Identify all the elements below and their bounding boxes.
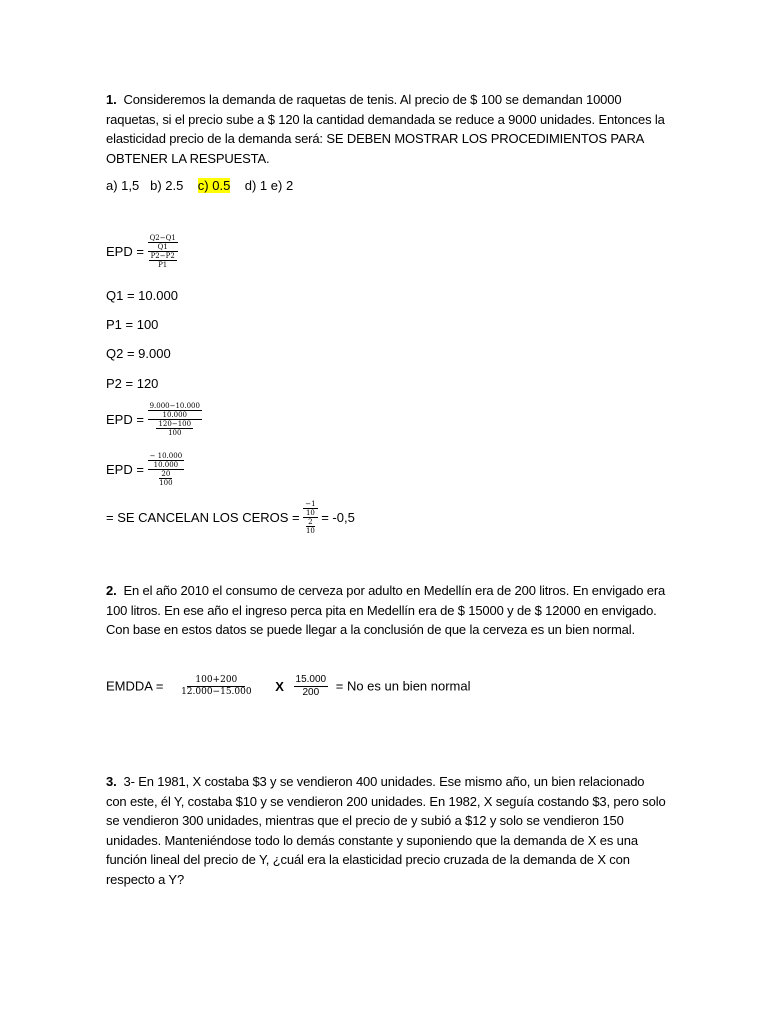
cancel-top-den: 10 [305, 509, 315, 518]
option-b: b) 2.5 [150, 178, 184, 193]
step-2-top-num: − 10.000 [149, 452, 183, 460]
epd-step-2 [106, 452, 184, 487]
emdda-frac1-den: 12.000−15.000 [181, 686, 252, 697]
question-3-text: 3- En 1981, X costaba $3 y se vendieron 400 unidades. Ese mismo año, un bien relacionado con este, él Y, costaba $10 y se vendieron 200 unidades. En 1982, X seguía costando $3, pero solo se vendieron 300 unidades, mientras que el precio de y subió a $12 y solo se vendieron 150 unidades. Manteniéndose todo lo demás constante y suponiendo que la demanda de X es una función lineal del precio de Y, ¿cuál era la elasticidad precio cruzada de la demanda de X con respecto a Y? [106, 774, 666, 887]
option-c-highlighted: c) 0.5 [197, 178, 231, 193]
cancel-label: = SE CANCELAN LOS CEROS = [106, 510, 300, 526]
formula-bot-num: P2−P2 [150, 252, 175, 261]
value-p1: P1 = 100 [106, 317, 159, 332]
question-1 [106, 90, 666, 168]
epd-formula-fraction [148, 234, 178, 269]
formula-top-num: Q2−Q1 [149, 234, 176, 242]
formula-top-den: Q1 [157, 243, 168, 252]
cancel-zeros-line [106, 500, 355, 535]
step-1-fraction [148, 402, 202, 437]
times-sign: X [275, 678, 284, 694]
emdda-frac2-num: 15.000 [295, 674, 327, 685]
cancel-bot-den: 10 [305, 527, 315, 536]
question-1-text: Consideremos la demanda de raquetas de tenis. Al precio de $ 100 se demandan 10000 raquetas, si el precio sube a $ 120 la cantidad demandada se reduce a 9000 unidades. Entonces la elasticidad precio de la demanda será: SE DEBEN MOSTRAR LOS PROCEDIMIENTOS PARA OBTENER LA RESPUESTA. [106, 92, 665, 166]
value-p2: P2 = 120 [106, 376, 159, 391]
step-1-top-num: 9.000−10.000 [149, 402, 200, 410]
cancel-result: = -0,5 [321, 510, 355, 526]
step-2-bot-den: 100 [159, 479, 173, 488]
emdda-fraction-2 [294, 674, 329, 698]
step-2-top-den: 10.000 [153, 461, 179, 470]
question-3-number: 3. [106, 774, 117, 789]
question-2 [106, 581, 666, 640]
step-1-label: EPD = [106, 412, 144, 428]
value-q2: Q2 = 9.000 [106, 346, 171, 361]
emdda-result: = No es un bien normal [335, 678, 471, 694]
epd-formula [106, 234, 178, 269]
step-2-fraction [148, 452, 185, 487]
emdda-label: EMDDA = [106, 678, 164, 694]
epd-step-1 [106, 402, 202, 437]
step-2-bot-num: 20 [161, 470, 171, 479]
step-1-top-den: 10.000 [162, 411, 188, 420]
step-1-bot-den: 100 [168, 429, 182, 438]
formula-bot-den: P1 [158, 261, 168, 270]
emdda-frac1-num: 100+200 [187, 675, 245, 686]
question-1-options [106, 178, 293, 193]
cancel-fraction [303, 500, 317, 535]
question-2-text: En el año 2010 el consumo de cerveza por adulto en Medellín era de 200 litros. En envigado era 100 litros. En ese año el ingreso perca pita en Medellín era de $ 15000 y de $ 12000 en envigado. Con base en estos datos se puede llegar a la conclusión de que la cerveza es un bien normal. [106, 583, 666, 637]
question-3 [106, 772, 666, 889]
epd-formula-label: EPD = [106, 244, 144, 260]
emdda-frac2-den: 200 [302, 686, 320, 698]
question-2-number: 2. [106, 583, 117, 598]
option-e: e) 2 [270, 178, 294, 193]
cancel-bot-num: 2 [308, 518, 313, 527]
step-1-bot-num: 120−100 [158, 420, 192, 429]
step-2-label: EPD = [106, 462, 144, 478]
value-q1: Q1 = 10.000 [106, 288, 178, 303]
question-1-number: 1. [106, 92, 117, 107]
option-a: a) 1,5 [106, 178, 140, 193]
emdda-fraction-1 [173, 675, 260, 697]
option-d: d) 1 [244, 178, 268, 193]
emdda-formula [106, 674, 471, 698]
cancel-top-num: −1 [305, 500, 316, 508]
